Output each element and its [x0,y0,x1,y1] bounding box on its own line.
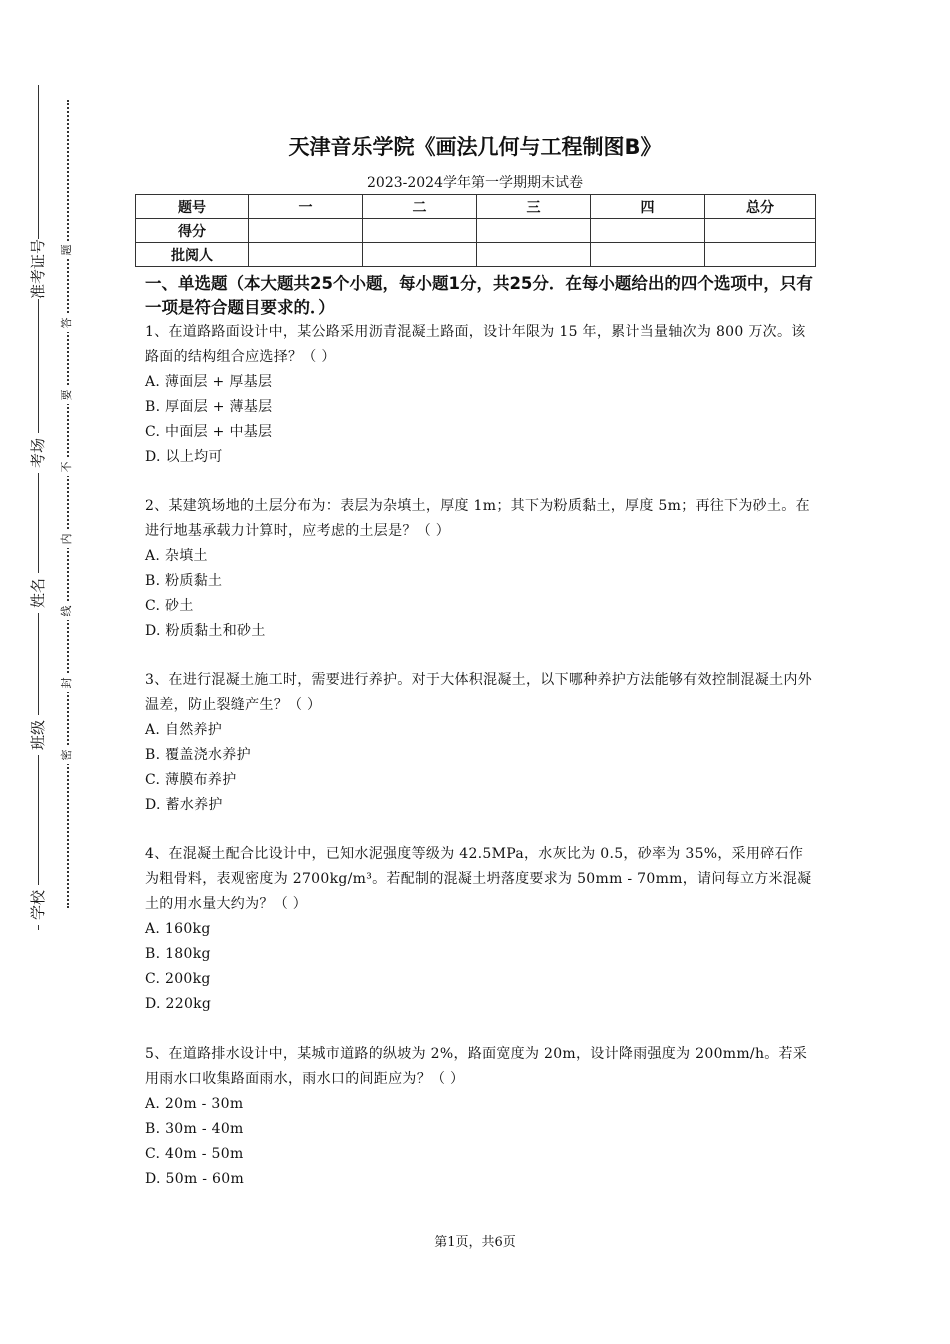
option-d: D. 50m - 60m [145,1171,245,1187]
seal-char: 封 [60,674,74,692]
option-b: B. 厚面层 + 薄基层 [145,399,273,415]
score-table-row [136,243,816,267]
binding-dotted-line [67,100,69,908]
seal-char: 线 [60,602,74,620]
option-a: A. 160kg [145,921,211,937]
question-4 [145,842,813,1017]
grader-cell [591,243,705,267]
option-d: D. 220kg [145,996,212,1012]
option-c: C. 中面层 + 中基层 [145,424,273,440]
table-header-cell: 总分 [705,195,816,219]
score-cell [477,219,591,243]
seal-char: 要 [60,386,74,404]
seal-char: 题 [60,241,74,259]
table-header-cell: 四 [591,195,705,219]
option-d: D. 蓄水养护 [145,797,223,813]
label-exam-room: 考场 [29,433,47,473]
score-table-header-row [136,195,816,219]
question-3 [145,668,813,818]
question-text: 2、某建筑场地的土层分布为：表层为杂填土，厚度 1m；其下为粉质黏土，厚度 5m；再往下为砂土。在进行地基承载力计算时，应考虑的土层是？（ ） [145,498,810,539]
question-5 [145,1042,813,1192]
seal-char: 密 [60,746,74,764]
question-2 [145,494,813,644]
option-b: B. 粉质黏土 [145,573,223,589]
score-cell [591,219,705,243]
option-d: D. 以上均可 [145,449,223,465]
option-c: C. 薄膜布养护 [145,772,237,788]
table-header-cell: 一 [249,195,363,219]
binding-solid-line [38,85,39,930]
question-text: 3、在进行混凝土施工时，需要进行养护。对于大体积混凝土，以下哪种养护方法能够有效控制混凝土内外温差，防止裂缝产生？（ ） [145,672,813,713]
seal-char: 不 [60,458,74,476]
page-title: 天津音乐学院《画法几何与工程制图B》 [288,135,662,159]
question-1 [145,320,813,470]
question-text: 1、在道路路面设计中，某公路采用沥青混凝土路面，设计年限为 15 年，累计当量轴次为 800 万次。该路面的结构组合应选择？（ ） [145,324,806,365]
option-a: A. 杂填土 [145,548,208,564]
option-b: B. 180kg [145,946,211,962]
label-name: 姓名 [29,573,47,613]
option-b: B. 覆盖浇水养护 [145,747,251,763]
option-c: C. 砂土 [145,598,194,614]
option-b: B. 30m - 40m [145,1121,244,1137]
score-cell [249,219,363,243]
label-exam-number: 准考证号 [29,238,47,299]
label-class: 班级 [29,715,47,755]
option-a: A. 20m - 30m [145,1096,244,1112]
score-table-row [136,219,816,243]
question-text: 4、在混凝土配合比设计中，已知水泥强度等级为 42.5MPa，水灰比为 0.5，砂率为 35%，采用碎石作为粗骨料，表观密度为 2700kg/m³。若配制的混凝土坍落度要求为 50mm - 70mm，请问每立方米混凝土的用水量大约为？（ ） [145,846,812,912]
binding-margin [0,0,100,1344]
table-header-cell: 题号 [136,195,249,219]
seal-char: 答 [60,314,74,332]
score-table [135,194,816,267]
score-cell [705,219,816,243]
page-footer: 第1页，共6页 [434,1235,516,1250]
option-a: A. 自然养护 [145,722,223,738]
score-cell [363,219,477,243]
question-text: 5、在道路排水设计中，某城市道路的纵坡为 2%，路面宽度为 20m，设计降雨强度为 200mm/h。若采用雨水口收集路面雨水，雨水口的间距应为？（ ） [145,1046,808,1087]
option-d: D. 粉质黏土和砂土 [145,623,266,639]
table-row-label: 得分 [136,219,249,243]
table-header-cell: 三 [477,195,591,219]
seal-char: 内 [60,530,74,548]
option-a: A. 薄面层 + 厚基层 [145,374,273,390]
grader-cell [363,243,477,267]
section-heading: 一、单选题（本大题共25个小题，每小题1分，共25分．在每小题给出的四个选项中，只有一项是符合题目要求的．） [145,274,813,317]
grader-cell [249,243,363,267]
exam-subtitle: 2023-2024学年第一学期期末试卷 [367,175,583,191]
option-c: C. 40m - 50m [145,1146,244,1162]
grader-cell [477,243,591,267]
label-school: 学校 [29,885,47,925]
table-header-cell: 二 [363,195,477,219]
grader-cell [705,243,816,267]
option-c: C. 200kg [145,971,211,987]
table-row-label: 批阅人 [136,243,249,267]
